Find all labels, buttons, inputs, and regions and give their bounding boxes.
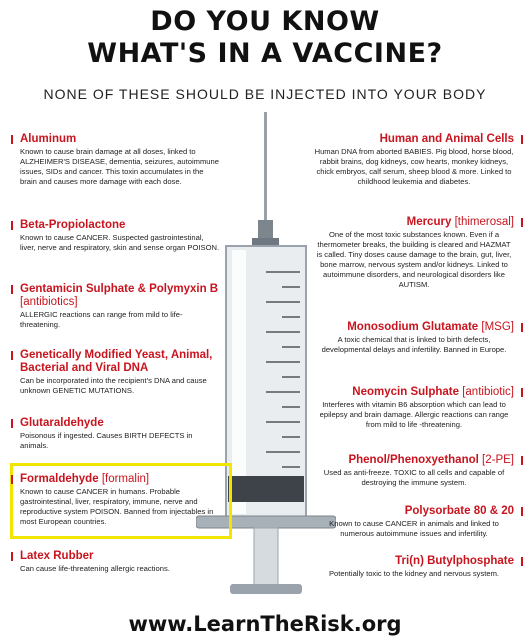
accent-bar	[521, 218, 523, 227]
ingredient-neomycin	[314, 386, 514, 430]
ingredient-latex-rubber	[20, 550, 220, 574]
ingredient-description: Interferes with vitamin B6 absorption which can lead to epilepsy and brain damage. Allergic reactions can range from mild to life -threatening.	[319, 400, 509, 429]
ingredient-formaldehyde	[20, 473, 220, 527]
ingredient-description: Known to cause CANCER. Suspected gastrointestinal, liver, nerve and respiratory, skin and sense organ POISON.	[20, 233, 220, 252]
ingredient-tag: [2-PE]	[482, 454, 514, 466]
accent-bar	[521, 388, 523, 397]
ingredient-name: Mercury [thimerosal]	[406, 216, 514, 228]
ingredient-description: Known to cause brain damage at all doses, linked to ALZHEIMER'S DISEASE, dementia, seizures, autoimmune issues, SIDs and cancer. This toxin accumulates in the brain and causes more damage with each dose.	[20, 147, 219, 186]
ingredient-polysorbate	[314, 505, 514, 539]
ingredient-mercury	[314, 216, 514, 290]
ingredient-description: Potentially toxic to the kidney and nervous system.	[328, 569, 500, 578]
ingredient-description: Known to cause CANCER in humans. Probable gastrointestinal, liver, respiratory, immune, nerve and reproductive system POISON. Banned from injectables in most European countries.	[20, 487, 214, 526]
syringe-barrel-shine	[232, 250, 246, 514]
title-line-2: WHAT'S IN A VACCINE?	[87, 38, 443, 69]
ingredient-name: Aluminum	[20, 133, 77, 145]
ingredient-tag: [antibiotics]	[20, 296, 78, 308]
ingredient-description: Poisonous if ingested. Causes BIRTH DEFECTS in animals.	[20, 431, 193, 450]
ingredient-name: Monosodium Glutamate [MSG]	[347, 321, 514, 333]
ingredient-butylphosphate	[314, 555, 514, 579]
ingredient-tag: [formalin]	[101, 473, 150, 485]
ingredient-name: Phenol/Phenoxyethanol [2-PE]	[348, 454, 514, 466]
ingredient-description: Can cause life-threatening allergic reactions.	[20, 564, 170, 573]
ingredient-name: Glutaraldehyde	[20, 417, 104, 429]
ingredient-glutaraldehyde	[20, 417, 220, 451]
accent-bar	[521, 557, 523, 566]
ingredient-description: A toxic chemical that is linked to birth defects, developmental delays and infertility. Banned in Europe.	[321, 335, 507, 354]
title-line-1: DO YOU KNOW	[150, 6, 380, 37]
ingredient-human-animal-cells	[314, 133, 514, 187]
ingredient-description: ALLERGIC reactions can range from mild to life-threatening.	[20, 310, 183, 329]
accent-bar	[11, 475, 13, 484]
accent-bar	[11, 135, 13, 144]
ingredient-gentamicin-polymyxin	[20, 283, 220, 330]
ingredient-tag: [thimerosal]	[454, 216, 514, 228]
ingredient-name: Neomycin Sulphate [antibiotic]	[352, 386, 514, 398]
ingredient-tag: [antibiotic]	[462, 386, 514, 398]
subtitle: NONE OF THESE SHOULD BE INJECTED INTO YOUR BODY	[43, 86, 487, 102]
ingredient-gm-dna	[20, 349, 220, 396]
syringe-plunger-seal	[228, 476, 304, 502]
ingredient-beta-propiolactone	[20, 219, 220, 253]
ingredient-name: Formaldehyde [formalin]	[20, 473, 150, 485]
accent-bar	[521, 507, 523, 516]
ingredient-aluminum	[20, 133, 220, 187]
ingredient-phenol	[314, 454, 514, 488]
accent-bar	[521, 456, 523, 465]
ingredient-msg	[314, 321, 514, 355]
ingredient-name: Latex Rubber	[20, 550, 94, 562]
ingredient-name: Polysorbate 80 & 20	[404, 505, 514, 517]
accent-bar	[11, 221, 13, 230]
ingredient-description: Used as anti-freeze. TOXIC to all cells and capable of destroying the immune system.	[323, 468, 505, 487]
ingredient-name: Gentamicin Sulphate & Polymyxin B [antibiotics]	[20, 283, 219, 308]
ingredient-description: Can be incorporated into the recipient's DNA and cause unknown GENETIC MUTATIONS.	[20, 376, 207, 395]
ingredient-name: Genetically Modified Yeast, Animal, Bacterial and Viral DNA	[20, 349, 213, 374]
syringe-plunger-rod	[254, 528, 278, 586]
ingredient-description: One of the most toxic substances known. Even if a thermometer breaks, the building is cleared and HAZMAT is called. Tiny doses cause damage to the brain, gut, liver, bone marrow, nervous system and/or kidneys. Linked to autoimmune disorders, and neurological disorders like AUTISM.	[316, 230, 512, 289]
ingredient-name: Human and Animal Cells	[379, 133, 514, 145]
accent-bar	[11, 351, 13, 360]
website-url: www.LearnTheRisk.org	[128, 612, 402, 636]
syringe-needle	[264, 112, 267, 224]
accent-bar	[521, 135, 523, 144]
accent-bar	[11, 285, 13, 294]
syringe-thumb-press	[230, 584, 302, 594]
ingredient-name: Beta-Propiolactone	[20, 219, 126, 231]
accent-bar	[11, 419, 13, 428]
accent-bar	[11, 552, 13, 561]
ingredient-name: Tri(n) Butylphosphate	[395, 555, 514, 567]
ingredient-description: Known to cause CANCER in animals and linked to numerous autoimmune issues and infertility.	[329, 519, 499, 538]
ingredient-description: Human DNA from aborted BABIES. Pig blood, horse blood, rabbit brains, dog kidneys, cow hearts, monkey kidneys, chick embryos, calf serum, sheep blood & more. Linked to childhood leukemia and diabetes.	[314, 147, 514, 186]
accent-bar	[521, 323, 523, 332]
ingredient-tag: [MSG]	[481, 321, 514, 333]
